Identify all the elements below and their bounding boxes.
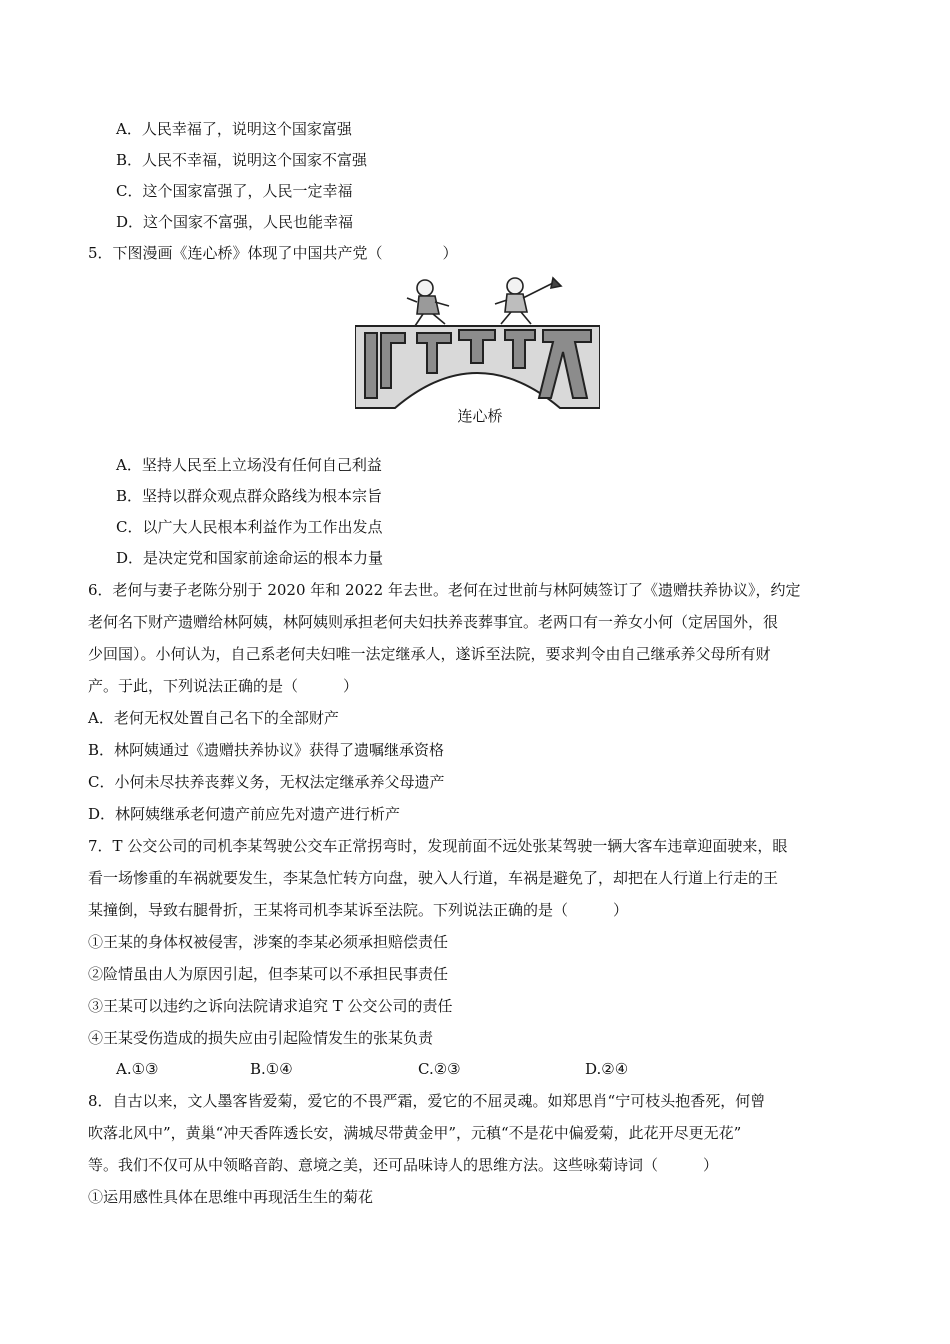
q7-statement-4: ④王某受伤造成的损失应由引起险情发生的张某负责 (88, 1029, 434, 1047)
q7-stem-line-1: 7．T 公交公司的司机李某驾驶公交车正常拐弯时，发现前面不远处张某驾驶一辆大客车违章迎面驶来，眼 (88, 837, 788, 855)
figure-caption: 连心桥 (457, 407, 503, 425)
official-figure (407, 280, 449, 326)
q7-statement-3: ③王某可以违约之诉向法院请求追究 T 公交公司的责任 (88, 997, 453, 1015)
q5-stem: 5．下图漫画《连心桥》体现了中国共产党（ ） (88, 244, 458, 262)
q8-statement-1: ①运用感性具体在思维中再现活生生的菊花 (88, 1188, 374, 1206)
q6-option-d: D．林阿姨继承老何遗产前应先对遗产进行析产 (88, 805, 401, 823)
q4-option-a: A．人民幸福了，说明这个国家富强 (116, 120, 352, 138)
q6-option-a: A．老何无权处置自己名下的全部财产 (88, 709, 339, 727)
q8-stem-line-3: 等。我们不仅可从中领略音韵、意境之美，还可品味诗人的思维方法。这些咏菊诗词（ ） (88, 1156, 719, 1174)
cartoon-illustration (355, 268, 600, 413)
q6-stem-line-2: 老何名下财产遗赠给林阿姨，林阿姨则承担老何夫妇扶养丧葬事宜。老两口有一养女小何（定居国外，很 (88, 613, 779, 631)
q8-stem-line-2: 吹落北风中”，黄巢“冲天香阵透长安，满城尽带黄金甲”，元稹“不是花中偏爱菊，此花开尽更无花” (88, 1124, 742, 1142)
q5-option-a: A．坚持人民至上立场没有任何自己利益 (116, 456, 382, 474)
q8-stem-line-1: 8．自古以来，文人墨客皆爱菊，爱它的不畏严霜，爱它的不屈灵魂。如郑思肖“宁可枝头抱香死，何曾 (88, 1092, 766, 1110)
q7-choice-d: D.②④ (585, 1060, 629, 1078)
q7-choice-b: B.①④ (250, 1060, 293, 1078)
farmer-figure (495, 278, 561, 324)
q6-stem-line-4: 产。于此，下列说法正确的是（ ） (88, 677, 359, 695)
q4-option-c: C．这个国家富强了，人民一定幸福 (116, 182, 353, 200)
q7-statement-2: ②险情虽由人为原因引起，但李某可以不承担民事责任 (88, 965, 449, 983)
q5-option-b: B．坚持以群众观点群众路线为根本宗旨 (116, 487, 383, 505)
q5-option-d: D．是决定党和国家前途命运的根本力量 (116, 549, 384, 567)
q6-stem-line-1: 6．老何与妻子老陈分别于 2020 年和 2022 年去世。老何在过世前与林阿姨签订了《遗赠扶养协议》，约定 (88, 581, 801, 599)
q6-option-c: C．小何未尽扶养丧葬义务，无权法定继承养父母遗产 (88, 773, 445, 791)
cartoon-figure (355, 268, 600, 413)
q7-choice-a: A.①③ (116, 1060, 159, 1078)
q7-statement-1: ①王某的身体权被侵害，涉案的李某必须承担赔偿责任 (88, 933, 449, 951)
q6-option-b: B．林阿姨通过《遗赠扶养协议》获得了遗嘱继承资格 (88, 741, 445, 759)
q6-stem-line-3: 少回国）。小何认为，自己系老何夫妇唯一法定继承人，遂诉至法院，要求判令由自己继承养父母所有财 (88, 645, 771, 663)
q7-choice-c: C.②③ (418, 1060, 461, 1078)
q4-option-d: D．这个国家不富强，人民也能幸福 (116, 213, 354, 231)
q5-option-c: C．以广大人民根本利益作为工作出发点 (116, 518, 383, 536)
q7-stem-line-2: 看一场惨重的车祸就要发生，李某急忙转方向盘，驶入人行道，车祸是避免了，却把在人行道上行走的王 (88, 869, 779, 887)
q4-option-b: B．人民不幸福，说明这个国家不富强 (116, 151, 368, 169)
q7-stem-line-3: 某撞倒，导致右腿骨折，王某将司机李某诉至法院。下列说法正确的是（ ） (88, 901, 629, 919)
